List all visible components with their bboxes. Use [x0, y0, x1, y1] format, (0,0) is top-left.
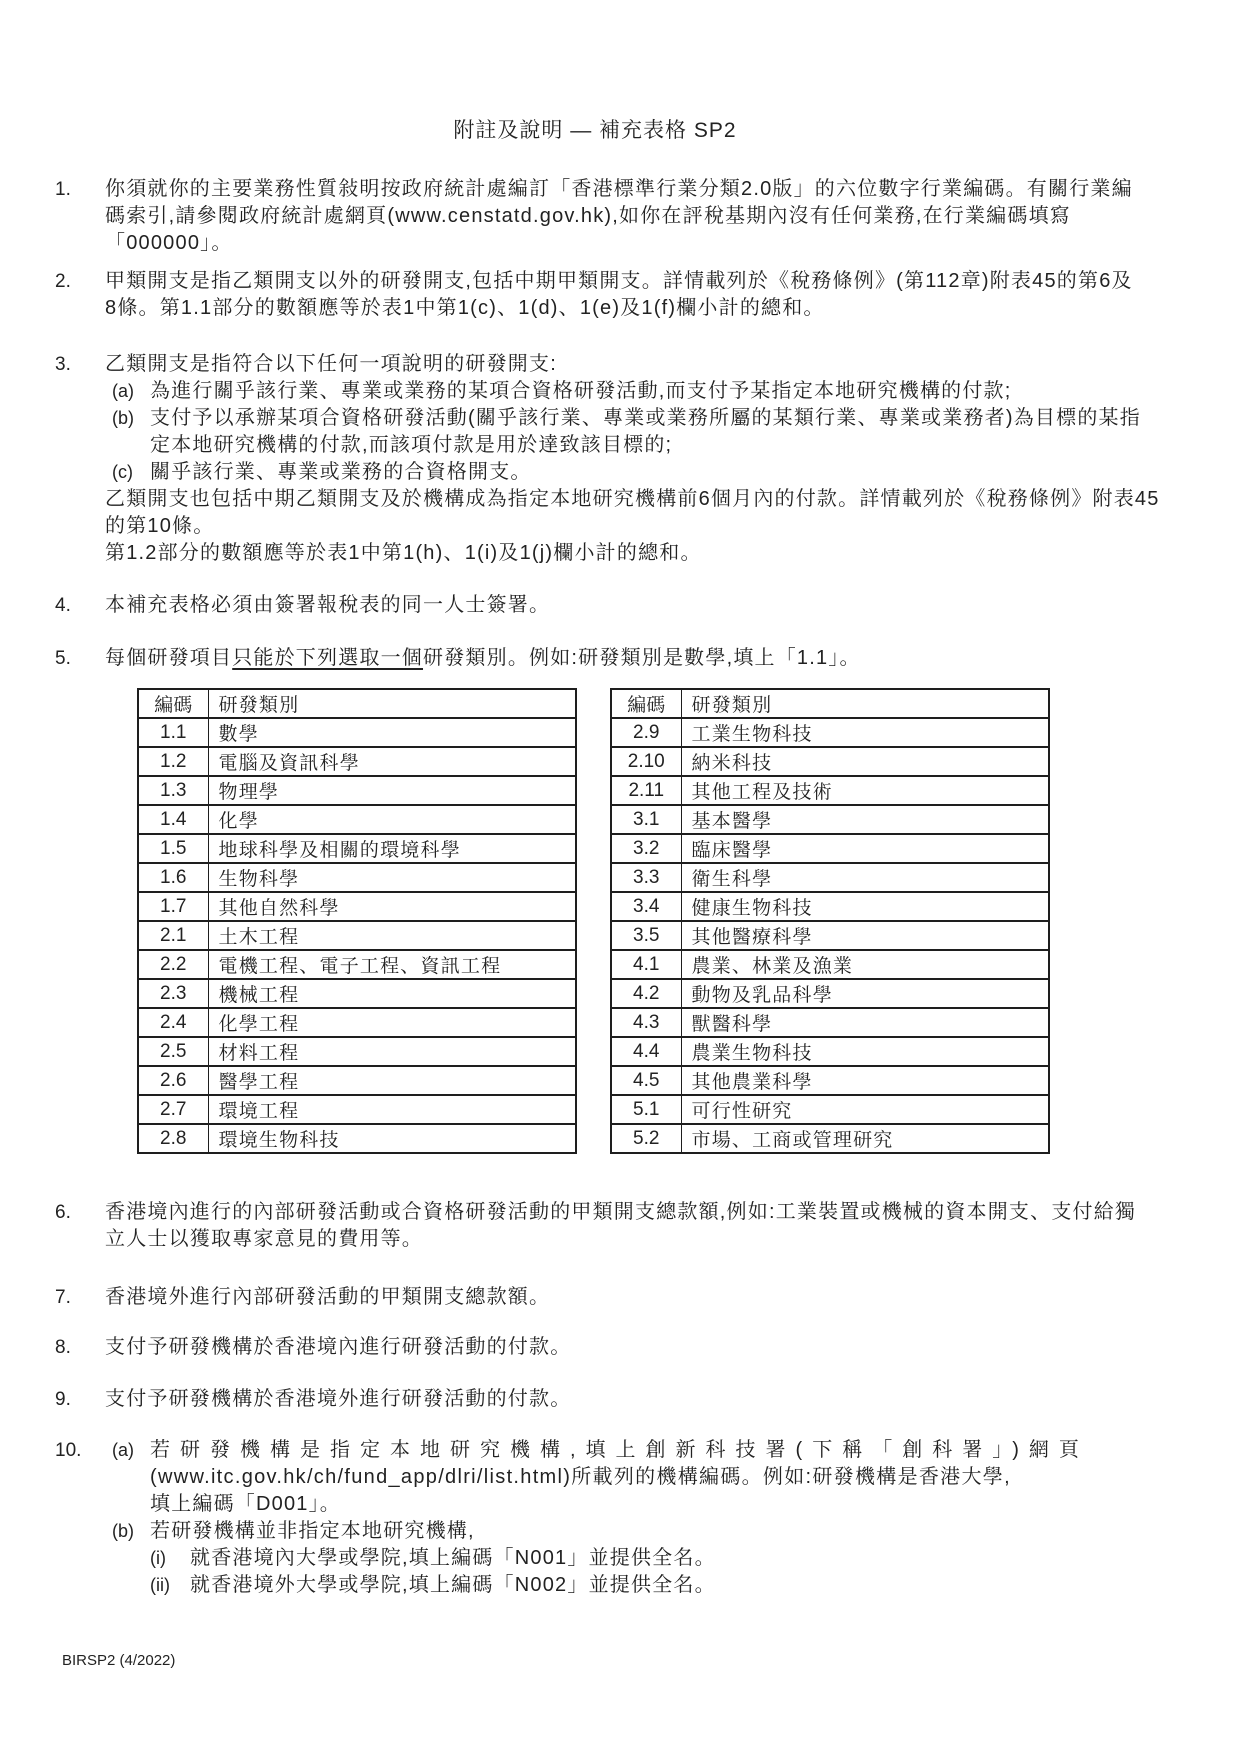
code-cell: 2.7	[138, 1095, 208, 1124]
note-line: 碼索引,請參閱政府統計處網頁(www.censtatd.gov.hk),如你在評稅基期內沒有任何業務,在行業編碼填寫	[105, 205, 1071, 227]
code-cell: 2.3	[138, 979, 208, 1008]
note-body	[105, 1386, 1135, 1413]
note-6	[55, 1199, 1135, 1253]
category-cell: 獸醫科學	[681, 1008, 1049, 1037]
table-row	[138, 863, 576, 892]
code-cell: 5.1	[611, 1095, 681, 1124]
table-row	[138, 1066, 576, 1095]
note-body	[105, 1437, 1135, 1599]
category-cell: 地球科學及相關的環境科學	[208, 834, 576, 863]
table-row	[611, 1095, 1049, 1124]
code-cell: 3.4	[611, 892, 681, 921]
code-cell: 2.11	[611, 776, 681, 805]
sub-item-c	[105, 459, 1135, 486]
note-number: 1.	[55, 179, 71, 200]
note-line: 本補充表格必須由簽署報稅表的同一人士簽署。	[105, 594, 551, 616]
category-cell: 臨床醫學	[681, 834, 1049, 863]
table-row	[611, 979, 1049, 1008]
note-line: 就香港境外大學或學院,填上編碼「N002」並提供全名。	[190, 1574, 716, 1596]
sub-item-body	[190, 1545, 1135, 1572]
table-row	[138, 950, 576, 979]
note-line: 定本地研究機構的付款,而該項付款是用於達致該目標的;	[150, 434, 673, 456]
sub-item-label: (a)	[112, 1440, 134, 1460]
sub-item-label: (i)	[150, 1548, 166, 1568]
category-cell: 材料工程	[208, 1037, 576, 1066]
table-row	[138, 1095, 576, 1124]
table-row	[611, 892, 1049, 921]
sub-item-label: (b)	[112, 408, 134, 428]
table-header-row	[138, 689, 576, 718]
note-line: 乙類開支也包括中期乙類開支及於機構成為指定本地研究機構前6個月內的付款。詳情載列於《稅務條例》附表45	[105, 488, 1160, 510]
table-row	[138, 1037, 576, 1066]
note-number: 7.	[55, 1287, 71, 1308]
code-cell: 3.5	[611, 921, 681, 950]
code-cell: 1.3	[138, 776, 208, 805]
category-cell: 生物科學	[208, 863, 576, 892]
note-line: 香港境內進行的內部研發活動或合資格研發活動的甲類開支總款額,例如:工業裝置或機械的資本開支、支付給獨	[105, 1201, 1137, 1223]
category-cell: 農業生物科技	[681, 1037, 1049, 1066]
category-cell: 農業、林業及漁業	[681, 950, 1049, 979]
note-body	[105, 645, 1135, 672]
table-row	[611, 1037, 1049, 1066]
category-cell: 數學	[208, 718, 576, 747]
code-cell: 2.6	[138, 1066, 208, 1095]
note-number: 9.	[55, 1389, 71, 1410]
category-cell: 物理學	[208, 776, 576, 805]
note-7	[55, 1284, 1135, 1311]
table-row	[138, 979, 576, 1008]
code-cell: 3.3	[611, 863, 681, 892]
code-cell: 1.6	[138, 863, 208, 892]
category-cell: 健康生物科技	[681, 892, 1049, 921]
note-number: 5.	[55, 648, 71, 669]
category-cell: 可行性研究	[681, 1095, 1049, 1124]
sub-item-body	[150, 459, 1135, 486]
sub-item-a	[105, 378, 1135, 405]
category-cell: 環境工程	[208, 1095, 576, 1124]
note-number: 6.	[55, 1202, 71, 1223]
category-cell: 其他農業科學	[681, 1066, 1049, 1095]
code-cell: 1.4	[138, 805, 208, 834]
code-cell: 2.8	[138, 1124, 208, 1153]
sub-item-b	[105, 1518, 1135, 1599]
note-line	[105, 645, 1135, 672]
note-10	[55, 1437, 1135, 1599]
category-table-right	[610, 688, 1050, 1154]
note-text: 每個研發項目	[105, 647, 233, 669]
note-8	[55, 1334, 1135, 1361]
note-5	[55, 645, 1135, 672]
sub-item-body	[190, 1572, 1135, 1599]
category-column-header: 研發類別	[208, 689, 576, 718]
category-cell: 醫學工程	[208, 1066, 576, 1095]
code-cell: 2.5	[138, 1037, 208, 1066]
category-cell: 動物及乳品科學	[681, 979, 1049, 1008]
code-cell: 4.5	[611, 1066, 681, 1095]
code-cell: 4.1	[611, 950, 681, 979]
form-reference-code: BIRSP2 (4/2022)	[62, 1652, 176, 1669]
table-row	[611, 805, 1049, 834]
code-cell: 4.3	[611, 1008, 681, 1037]
note-body	[105, 268, 1135, 322]
note-number: 8.	[55, 1337, 71, 1358]
note-line: 就香港境內大學或學院,填上編碼「N001」並提供全名。	[190, 1547, 716, 1569]
code-column-header: 編碼	[611, 689, 681, 718]
note-2	[55, 268, 1135, 322]
sub-item-body	[150, 1437, 1135, 1518]
page-title: 附註及說明 — 補充表格 SP2	[453, 119, 737, 142]
table-row	[138, 892, 576, 921]
code-column-header: 編碼	[138, 689, 208, 718]
table-row	[138, 834, 576, 863]
category-cell: 化學工程	[208, 1008, 576, 1037]
sub-sub-item-i	[150, 1545, 1135, 1572]
table-row	[138, 805, 576, 834]
code-cell: 4.4	[611, 1037, 681, 1066]
table-row	[138, 776, 576, 805]
table-row	[611, 1124, 1049, 1153]
table-row	[611, 921, 1049, 950]
table-row	[611, 950, 1049, 979]
category-cell: 其他自然科學	[208, 892, 576, 921]
code-cell: 3.2	[611, 834, 681, 863]
note-line: 若研發機構是指定本地研究機構,填上創新科技署(下稱「創科署」)網頁	[150, 1439, 1089, 1461]
note-line: 你須就你的主要業務性質敍明按政府統計處編訂「香港標準行業分類2.0版」的六位數字行業編碼。有關行業編	[105, 178, 1133, 200]
note-text: 研發類別。例如:研發類別是數學,填上「1.1」。	[423, 647, 861, 669]
note-line: 填上編碼「D001」。	[150, 1493, 342, 1515]
note-line: 甲類開支是指乙類開支以外的研發開支,包括中期甲類開支。詳情載列於《稅務條例》(第112章)附表45的第6及	[105, 270, 1133, 292]
code-cell: 2.1	[138, 921, 208, 950]
table-row	[611, 1066, 1049, 1095]
table-row	[138, 747, 576, 776]
code-cell: 1.1	[138, 718, 208, 747]
note-line: (www.itc.gov.hk/ch/fund_app/dlri/list.html)所載列的機構編碼。例如:研發機構是香港大學,	[150, 1466, 1011, 1488]
note-line: 的第10條。	[105, 515, 215, 537]
category-cell: 機械工程	[208, 979, 576, 1008]
category-cell: 納米科技	[681, 747, 1049, 776]
category-table-left	[137, 688, 577, 1154]
sub-item-b	[105, 405, 1141, 459]
note-number: 4.	[55, 595, 71, 616]
note-1	[55, 176, 1135, 257]
note-9	[55, 1386, 1135, 1413]
code-cell: 1.7	[138, 892, 208, 921]
category-cell: 環境生物科技	[208, 1124, 576, 1153]
sub-item-label: (b)	[112, 1521, 134, 1541]
note-number: 10.	[55, 1440, 82, 1461]
note-body	[105, 1199, 1135, 1253]
table-row	[611, 1008, 1049, 1037]
table-row	[138, 921, 576, 950]
code-cell: 5.2	[611, 1124, 681, 1153]
note-line: 8條。第1.1部分的數額應等於表1中第1(c)、1(d)、1(e)及1(f)欄小計的總和。	[105, 297, 825, 319]
note-line: 支付予以承辦某項合資格研發活動(關乎該行業、專業或業務所屬的某類行業、專業或業務者)為目標的某指	[150, 407, 1141, 429]
category-cell: 衛生科學	[681, 863, 1049, 892]
note-line: 乙類開支是指符合以下任何一項說明的研發開支:	[105, 353, 557, 375]
note-number: 2.	[55, 271, 71, 292]
note-text-underlined: 只能於下列選取一個	[232, 647, 424, 669]
category-cell: 其他工程及技術	[681, 776, 1049, 805]
table-row	[138, 718, 576, 747]
code-cell: 2.4	[138, 1008, 208, 1037]
code-cell: 1.2	[138, 747, 208, 776]
table-header-row	[611, 689, 1049, 718]
table-row	[138, 1124, 576, 1153]
table-row	[611, 718, 1049, 747]
category-cell: 市場、工商或管理研究	[681, 1124, 1049, 1153]
note-body	[105, 1284, 1135, 1311]
code-cell: 2.9	[611, 718, 681, 747]
sub-item-body	[150, 1518, 1135, 1599]
sub-item-body	[150, 378, 1135, 405]
table-row	[611, 747, 1049, 776]
note-body	[105, 176, 1135, 257]
note-line: 第1.2部分的數額應等於表1中第1(h)、1(i)及1(j)欄小計的總和。	[105, 542, 702, 564]
category-cell: 土木工程	[208, 921, 576, 950]
sub-item-label: (ii)	[150, 1575, 170, 1595]
sub-item-a	[105, 1437, 1135, 1518]
category-cell: 電機工程、電子工程、資訊工程	[208, 950, 576, 979]
note-line: 立人士以獲取專家意見的費用等。	[105, 1228, 423, 1250]
category-cell: 電腦及資訊科學	[208, 747, 576, 776]
code-cell: 4.2	[611, 979, 681, 1008]
note-line: 香港境外進行內部研發活動的甲類開支總款額。	[105, 1286, 551, 1308]
note-body	[105, 351, 1160, 567]
category-cell: 基本醫學	[681, 805, 1049, 834]
note-number: 3.	[55, 354, 71, 375]
code-cell: 1.5	[138, 834, 208, 863]
note-line: 若研發機構並非指定本地研究機構,	[150, 1520, 475, 1542]
table-row	[611, 834, 1049, 863]
table-row	[138, 1008, 576, 1037]
note-body	[105, 1334, 1135, 1361]
note-body	[105, 592, 1135, 619]
category-tables	[137, 688, 1135, 1154]
category-column-header: 研發類別	[681, 689, 1049, 718]
note-3	[55, 351, 1160, 567]
category-cell: 其他醫療科學	[681, 921, 1049, 950]
category-cell: 工業生物科技	[681, 718, 1049, 747]
note-4	[55, 592, 1135, 619]
note-line: 為進行關乎該行業、專業或業務的某項合資格研發活動,而支付予某指定本地研究機構的付款;	[150, 380, 1012, 402]
table-row	[611, 776, 1049, 805]
code-cell: 3.1	[611, 805, 681, 834]
code-cell: 2.2	[138, 950, 208, 979]
note-line: 關乎該行業、專業或業務的合資格開支。	[150, 461, 532, 483]
note-line: 「000000」。	[105, 232, 233, 254]
note-line: 支付予研發機構於香港境內進行研發活動的付款。	[105, 1336, 572, 1358]
note-line: 支付予研發機構於香港境外進行研發活動的付款。	[105, 1388, 572, 1410]
table-row	[611, 863, 1049, 892]
sub-item-label: (c)	[112, 462, 133, 482]
sub-item-body	[150, 405, 1141, 459]
code-cell: 2.10	[611, 747, 681, 776]
category-cell: 化學	[208, 805, 576, 834]
sub-item-label: (a)	[112, 381, 134, 401]
sub-sub-item-ii	[150, 1572, 1135, 1599]
